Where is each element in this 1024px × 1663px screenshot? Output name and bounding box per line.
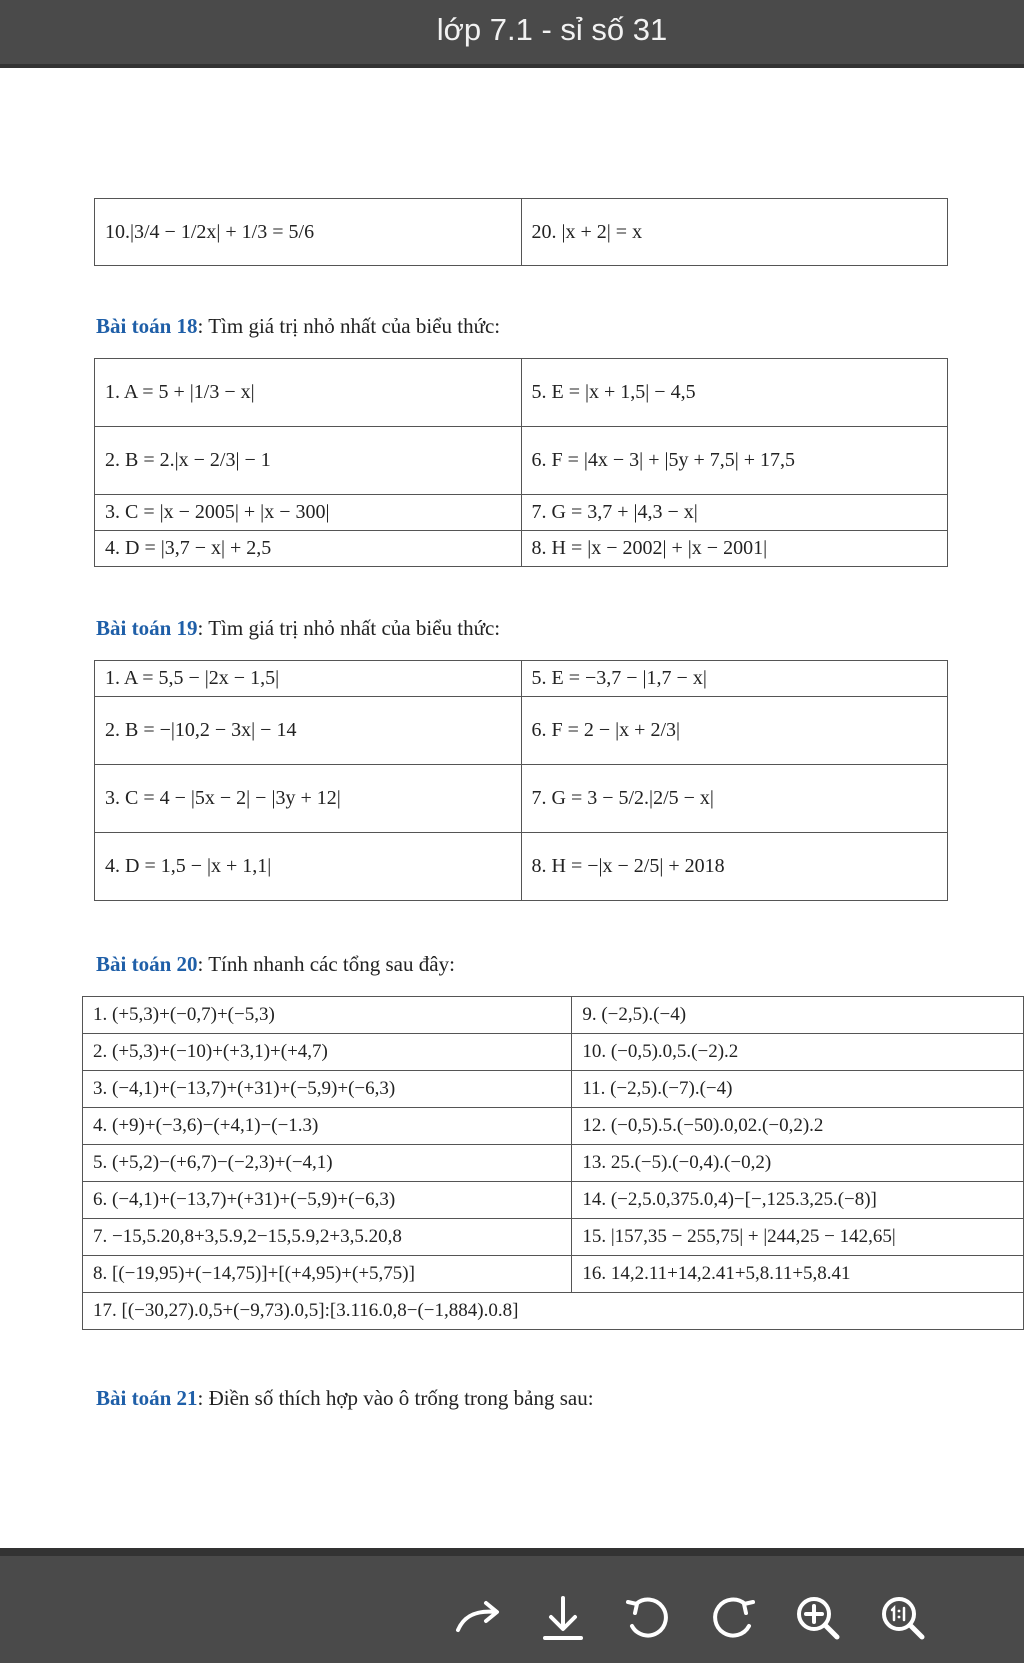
problem-21-heading bbox=[96, 1386, 594, 1411]
table-cell: 3. C = 4 − |5x − 2| − |3y + 12| bbox=[95, 765, 522, 833]
table-cell: 8. H = |x − 2002| + |x − 2001| bbox=[521, 531, 948, 567]
table-cell: 8. [(−19,95)+(−14,75)]+[(+4,95)+(+5,75)] bbox=[83, 1256, 572, 1293]
rotate-left-icon bbox=[620, 1590, 676, 1646]
problem-label: Bài toán 21 bbox=[96, 1386, 198, 1410]
table-cell: 14. (−2,5.0,375.0,4)−[−,125.3,25.(−8)] bbox=[572, 1182, 1024, 1219]
table-cell: 13. 25.(−5).(−0,4).(−0,2) bbox=[572, 1145, 1024, 1182]
table-cell: 6. (−4,1)+(−13,7)+(+31)+(−5,9)+(−6,3) bbox=[83, 1182, 572, 1219]
problem-text: : Tính nhanh các tổng sau đây: bbox=[197, 952, 455, 976]
table-cell: 6. F = |4x − 3| + |5y + 7,5| + 17,5 bbox=[521, 427, 948, 495]
table-cell: 10. (−0,5).0,5.(−2).2 bbox=[572, 1034, 1024, 1071]
table-cell: 4. D = 1,5 − |x + 1,1| bbox=[95, 833, 522, 901]
table-cell: 7. G = 3 − 5/2.|2/5 − x| bbox=[521, 765, 948, 833]
top-table bbox=[94, 198, 948, 266]
problem-text: : Điền số thích hợp vào ô trống trong bảng sau: bbox=[197, 1386, 594, 1410]
download-icon bbox=[535, 1590, 591, 1646]
rotate-arrow-icon bbox=[450, 1590, 506, 1646]
table-cell: 9. (−2,5).(−4) bbox=[572, 997, 1024, 1034]
rotate-right-icon bbox=[705, 1590, 761, 1646]
table-cell: 2. (+5,3)+(−10)+(+3,1)+(+4,7) bbox=[83, 1034, 572, 1071]
table-cell: 1. (+5,3)+(−0,7)+(−5,3) bbox=[83, 997, 572, 1034]
problem-18-table bbox=[94, 358, 948, 567]
table-cell: 5. E = −3,7 − |1,7 − x| bbox=[521, 661, 948, 697]
rotate-left-button[interactable] bbox=[616, 1586, 680, 1650]
zoom-in-icon bbox=[790, 1590, 846, 1646]
problem-20-heading bbox=[96, 952, 455, 977]
table-cell: 11. (−2,5).(−7).(−4) bbox=[572, 1071, 1024, 1108]
zoom-in-button[interactable] bbox=[786, 1586, 850, 1650]
table-cell: 16. 14,2.11+14,2.41+5,8.11+5,8.41 bbox=[572, 1256, 1024, 1293]
download-button[interactable] bbox=[531, 1586, 595, 1650]
problem-19-table bbox=[94, 660, 948, 901]
forward-button[interactable] bbox=[446, 1586, 510, 1650]
table-cell: 7. −15,5.20,8+3,5.9,2−15,5.9,2+3,5.20,8 bbox=[83, 1219, 572, 1256]
table-cell: 3. (−4,1)+(−13,7)+(+31)+(−5,9)+(−6,3) bbox=[83, 1071, 572, 1108]
chat-title: lớp 7.1 - sỉ số 31 bbox=[436, 12, 668, 47]
document-image bbox=[0, 68, 1024, 1548]
table-cell: 2. B = 2.|x − 2/3| − 1 bbox=[95, 427, 522, 495]
zoom-actual-icon bbox=[875, 1590, 931, 1646]
table-cell: 4. D = |3,7 − x| + 2,5 bbox=[95, 531, 522, 567]
table-cell: 4. (+9)+(−3,6)−(+4,1)−(−1.3) bbox=[83, 1108, 572, 1145]
table-cell: 8. H = −|x − 2/5| + 2018 bbox=[521, 833, 948, 901]
table-cell: 1. A = 5,5 − |2x − 1,5| bbox=[95, 661, 522, 697]
problem-20-table bbox=[82, 996, 1024, 1330]
actual-size-button[interactable] bbox=[871, 1586, 935, 1650]
rotate-right-button[interactable] bbox=[701, 1586, 765, 1650]
problem-label: Bài toán 19 bbox=[96, 616, 198, 640]
title-bar bbox=[0, 0, 1024, 68]
problem-text: : Tìm giá trị nhỏ nhất của biểu thức: bbox=[197, 616, 501, 640]
table-cell: 17. [(−30,27).0,5+(−9,73).0,5]:[3.116.0,8−(−1,884).0.8] bbox=[83, 1293, 1024, 1330]
table-cell: 5. E = |x + 1,5| − 4,5 bbox=[521, 359, 948, 427]
image-viewer-toolbar bbox=[0, 1548, 1024, 1663]
table-cell: 7. G = 3,7 + |4,3 − x| bbox=[521, 495, 948, 531]
table-cell: 1. A = 5 + |1/3 − x| bbox=[95, 359, 522, 427]
table-cell: 12. (−0,5).5.(−50).0,02.(−0,2).2 bbox=[572, 1108, 1024, 1145]
problem-label: Bài toán 18 bbox=[96, 314, 198, 338]
table-cell: 15. |157,35 − 255,75| + |244,25 − 142,65| bbox=[572, 1219, 1024, 1256]
table-cell: 6. F = 2 − |x + 2/3| bbox=[521, 697, 948, 765]
problem-18-heading bbox=[96, 314, 500, 339]
problem-19-heading bbox=[96, 616, 500, 641]
problem-text: : Tìm giá trị nhỏ nhất của biểu thức: bbox=[197, 314, 501, 338]
table-cell: 3. C = |x − 2005| + |x − 300| bbox=[95, 495, 522, 531]
table-cell: 2. B = −|10,2 − 3x| − 14 bbox=[95, 697, 522, 765]
table-cell: 5. (+5,2)−(+6,7)−(−2,3)+(−4,1) bbox=[83, 1145, 572, 1182]
table-cell: 10.|3/4 − 1/2x| + 1/3 = 5/6 bbox=[95, 199, 522, 266]
problem-label: Bài toán 20 bbox=[96, 952, 198, 976]
table-cell: 20. |x + 2| = x bbox=[521, 199, 948, 266]
